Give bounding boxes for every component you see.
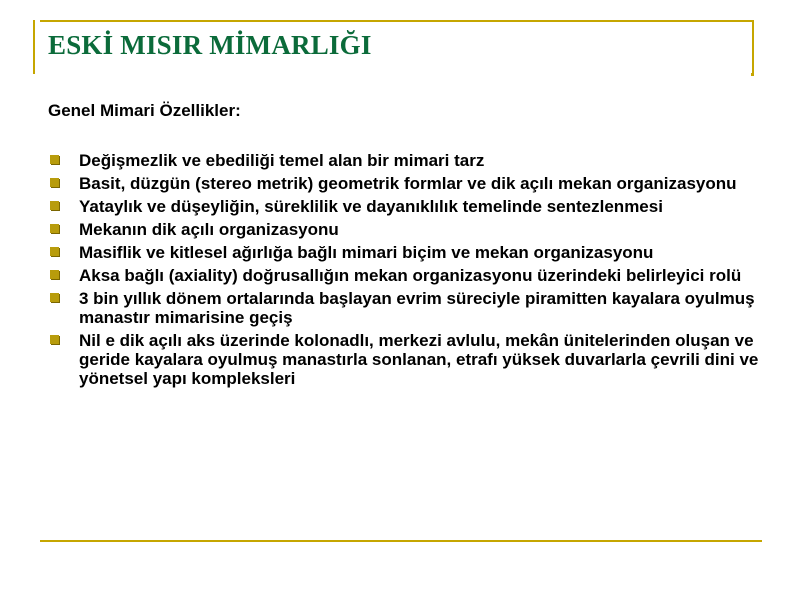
bullet-text: Aksa bağlı (axiality) doğrusallığın mekan organizasyonu üzerindeki belirleyici rolü bbox=[79, 266, 742, 285]
bullet-item bbox=[48, 289, 768, 327]
bullet-item bbox=[48, 151, 768, 170]
title-frame-top-line bbox=[40, 20, 754, 22]
footer-divider-line bbox=[40, 540, 762, 542]
square-bullet-icon bbox=[50, 247, 59, 256]
title-frame-right-line bbox=[752, 20, 754, 74]
bullet-text: Basit, düzgün (stereo metrik) geometrik formlar ve dik açılı mekan organizasyonu bbox=[79, 174, 737, 193]
bullet-item bbox=[48, 197, 768, 216]
square-bullet-icon bbox=[50, 155, 59, 164]
bullet-item bbox=[48, 266, 768, 285]
square-bullet-icon bbox=[50, 224, 59, 233]
bullet-text: Yataylık ve düşeyliğin, süreklilik ve dayanıklılık temelinde sentezlenmesi bbox=[79, 197, 663, 216]
bullet-text: Masiflik ve kitlesel ağırlığa bağlı mimari biçim ve mekan organizasyonu bbox=[79, 243, 654, 262]
title-frame-dot bbox=[751, 73, 754, 76]
bullet-text: Değişmezlik ve ebediliği temel alan bir mimari tarz bbox=[79, 151, 485, 170]
bullet-list bbox=[48, 151, 768, 392]
slide-subtitle: Genel Mimari Özellikler: bbox=[48, 101, 241, 120]
bullet-item bbox=[48, 331, 768, 388]
slide-title: ESKİ MISIR MİMARLIĞI bbox=[48, 30, 372, 60]
bullet-text: Nil e dik açılı aks üzerinde kolonadlı, merkezi avlulu, mekân ünitelerinden oluşan ve geride kayalara oyulmuş manastırla sonlanan, etrafı yüksek duvarlarla çevrili dini ve yönetsel yapı kompleksleri bbox=[79, 331, 759, 388]
bullet-text: Mekanın dik açılı organizasyonu bbox=[79, 220, 339, 239]
bullet-item bbox=[48, 174, 768, 193]
square-bullet-icon bbox=[50, 270, 59, 279]
square-bullet-icon bbox=[50, 335, 59, 344]
square-bullet-icon bbox=[50, 178, 59, 187]
square-bullet-icon bbox=[50, 201, 59, 210]
bullet-text: 3 bin yıllık dönem ortalarında başlayan evrim süreciyle piramitten kayalara oyulmuş manastır mimarisine geçiş bbox=[79, 289, 755, 327]
bullet-item bbox=[48, 220, 768, 239]
bullet-item bbox=[48, 243, 768, 262]
title-frame-left-line bbox=[33, 20, 35, 74]
square-bullet-icon bbox=[50, 293, 59, 302]
